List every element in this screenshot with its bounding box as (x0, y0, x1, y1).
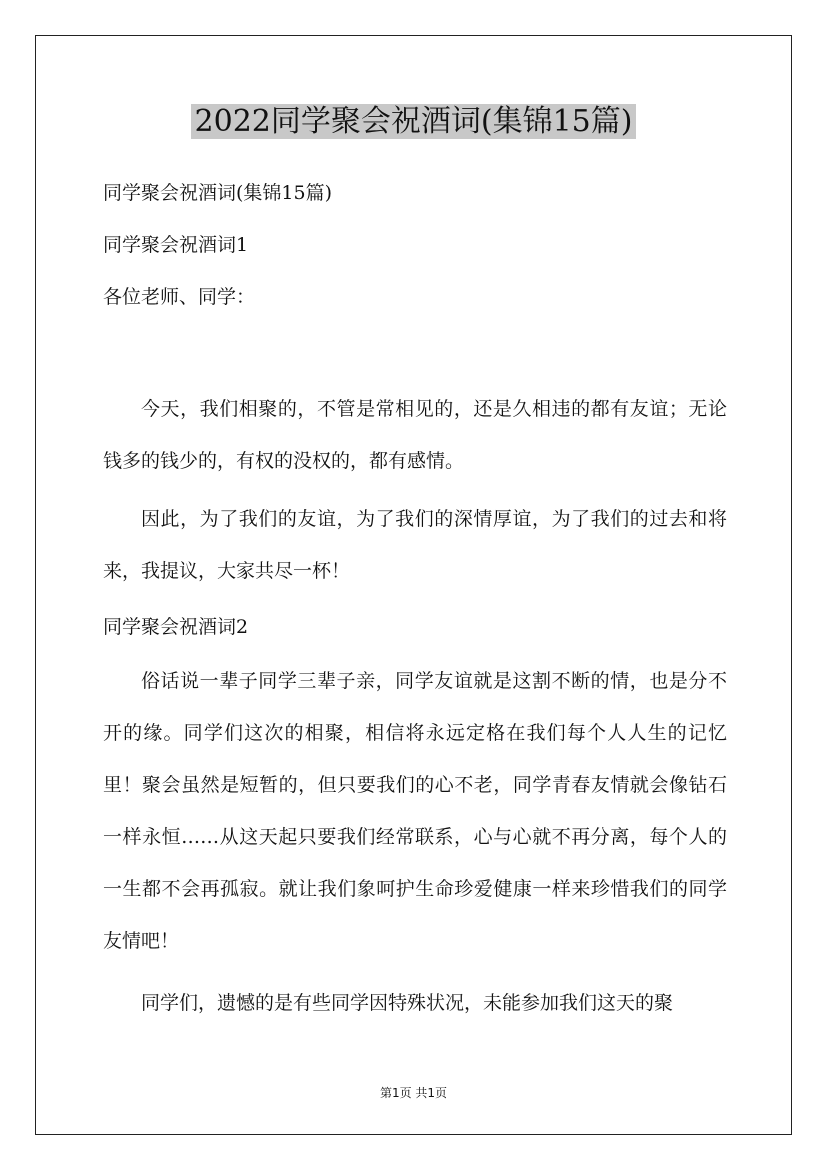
document-title (0, 100, 827, 144)
greeting-line: 各位老师、同学： (103, 286, 256, 308)
paragraph-2: 因此，为了我们的友谊，为了我们的深情厚谊，为了我们的过去和将来，我提议，大家共尽一杯！ (103, 508, 727, 582)
document-title-text: 2022同学聚会祝酒词(集锦15篇) (191, 104, 637, 139)
section-heading-1: 同学聚会祝酒词1 (103, 234, 249, 256)
paragraph-1: 今天，我们相聚的，不管是常相见的，还是久相违的都有友谊；无论钱多的钱少的，有权的没权的，都有感情。 (103, 398, 727, 472)
section-heading-2: 同学聚会祝酒词2 (103, 616, 249, 638)
page-number-label: 第1页 共1页 (379, 1086, 448, 1100)
document-subtitle: 同学聚会祝酒词(集锦15篇) (103, 182, 333, 204)
paragraph-4: 同学们，遗憾的是有些同学因特殊状况，未能参加我们这天的聚 (141, 992, 674, 1014)
page-footer (0, 1083, 827, 1103)
paragraph-3: 俗话说一辈子同学三辈子亲，同学友谊就是这割不断的情，也是分不开的缘。同学们这次的相聚，相信将永远定格在我们每个人人生的记忆里！聚会虽然是短暂的，但只要我们的心不老，同学青春友情就会像钻石一样永恒……从这天起只要我们经常联系，心与心就不再分离，每个人的一生都不会再孤寂。就让我们象呵护生命珍爱健康一样来珍惜我们的同学友情吧！ (103, 670, 727, 952)
